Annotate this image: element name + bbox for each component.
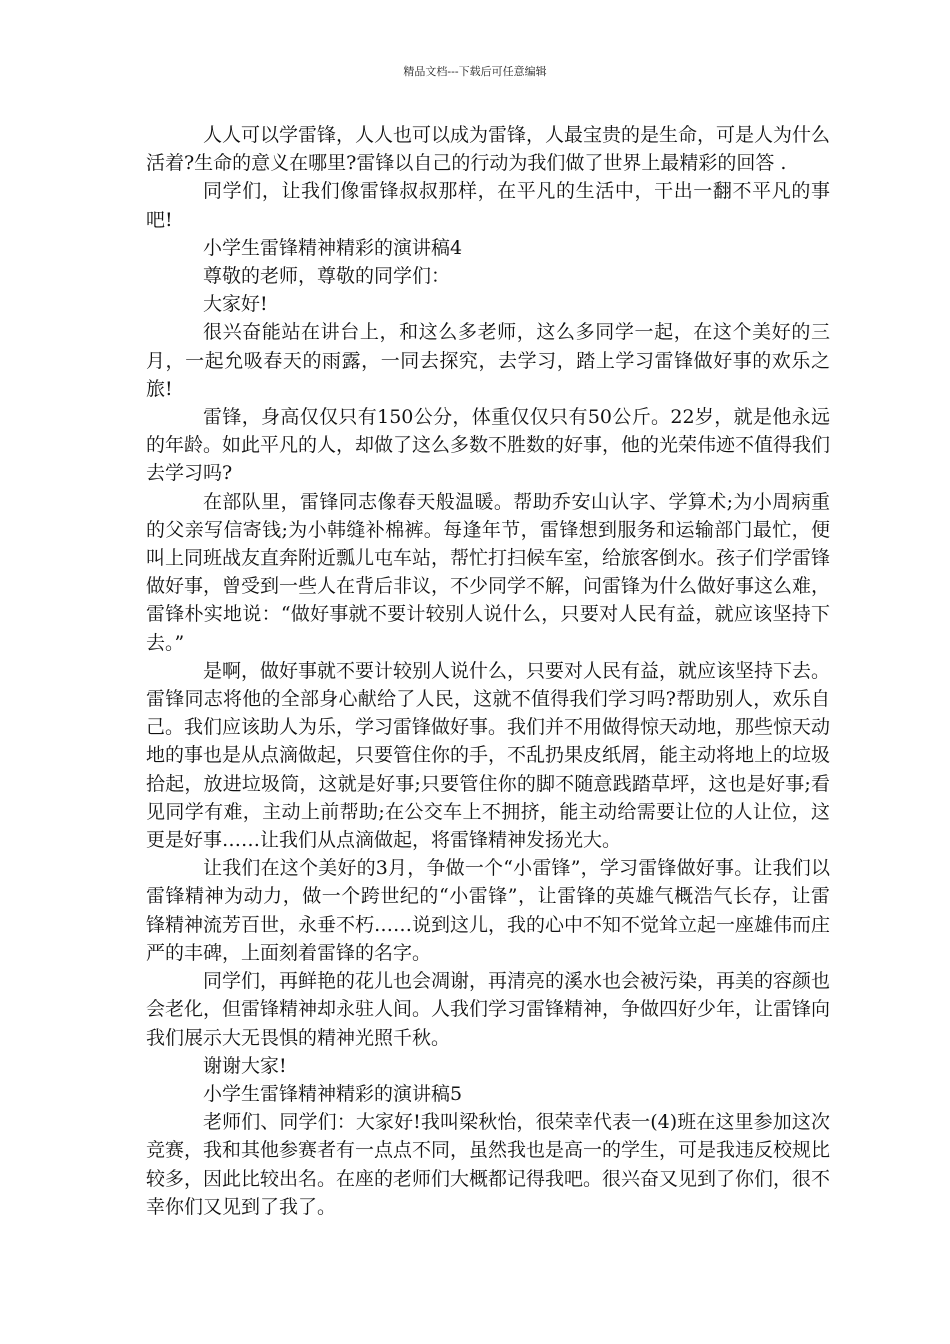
closing: 谢谢大家! xyxy=(203,1054,287,1077)
speech-title: 小学生雷锋精神精彩的演讲稿5 xyxy=(203,1082,463,1105)
speech-title: 小学生雷锋精神精彩的演讲稿4 xyxy=(203,236,463,259)
paragraph: 在部队里，雷锋同志像春天般温暖。帮助乔安山认字、学算术;为小周病重的父亲写信寄钱;为小韩缝补棉裤。每逢年节，雷锋想到服务和运输部门最忙，便叫上同班战友直奔附近瓢儿屯车站，帮忙打扫候车室，给旅客倒水。孩子们学雷锋做好事，曾受到一些人在背后非议，不少同学不解，问雷锋为什么做好事这么难，雷锋朴实地说：“做好事就不要计较别人说什么，只要对人民有益，就应该坚持下去。” xyxy=(146,490,831,654)
paragraph: 同学们，让我们像雷锋叔叔那样，在平凡的生活中，干出一翻不平凡的事吧! xyxy=(146,180,830,231)
paragraph: 是啊，做好事就不要计较别人说什么，只要对人民有益，就应该坚持下去。雷锋同志将他的全部身心献给了人民，这就不值得我们学习吗?帮助别人，欢乐自己。我们应该助人为乐，学习雷锋做好事。我们并不用做得惊天动地，那些惊天动地的事也是从点滴做起，只要管住你的手，不乱扔果皮纸屑，能主动将地上的垃圾拾起，放进垃圾筒，这就是好事;只要管住你的脚不随意践踏草坪，这也是好事;看见同学有难，主动上前帮助;在公交车上不拥挤，能主动给需要让位的人让位，这更是好事……让我们从点滴做起，将雷锋精神发扬光大。 xyxy=(146,659,831,852)
paragraph: 雷锋，身高仅仅只有150公分，体重仅仅只有50公斤。22岁，就是他永远的年龄。如此平凡的人，却做了这么多数不胜数的好事，他的光荣伟迹不值得我们去学习吗? xyxy=(146,406,831,485)
page-header: 精品文档---下载后可任意编辑 xyxy=(403,65,547,78)
paragraph: 老师们、同学们：大家好!我叫梁秋怡，很荣幸代表一(4)班在这里参加这次竞赛，我和其他参赛者有一点点不同，虽然我也是高一的学生，可是我违反校规比较多，因此比较出名。在座的老师们大概都记得我吧。很兴奋又见到了你们，很不幸你们又见到了我了。 xyxy=(146,1111,831,1218)
document-body xyxy=(146,121,830,1221)
paragraph: 同学们，再鲜艳的花儿也会凋谢，再清亮的溪水也会被污染，再美的容颜也会老化，但雷锋精神却永驻人间。人我们学习雷锋精神，争做四好少年，让雷锋向我们展示大无畏惧的精神光照千秋。 xyxy=(146,970,831,1049)
paragraph: 很兴奋能站在讲台上，和这么多老师，这么多同学一起，在这个美好的三月，一起允吸春天的雨露，一同去探究，去学习，踏上学习雷锋做好事的欢乐之旅! xyxy=(146,321,830,400)
salutation: 尊敬的老师，尊敬的同学们： xyxy=(203,265,451,288)
paragraph: 让我们在这个美好的3月，争做一个“小雷锋”，学习雷锋做好事。让我们以雷锋精神为动力，做一个跨世纪的“小雷锋”，让雷锋的英雄气概浩气长存，让雷锋精神流芳百世，永垂不朽……说到这儿，我的心中不知不觉耸立起一座雄伟而庄严的丰碑，上面刻着雷锋的名字。 xyxy=(146,857,831,964)
greeting: 大家好! xyxy=(203,293,268,316)
paragraph: 人人可以学雷锋，人人也可以成为雷锋，人最宝贵的是生命，可是人为什么活着?生命的意义在哪里?雷锋以自己的行动为我们做了世界上最精彩的回答 . xyxy=(146,124,831,175)
